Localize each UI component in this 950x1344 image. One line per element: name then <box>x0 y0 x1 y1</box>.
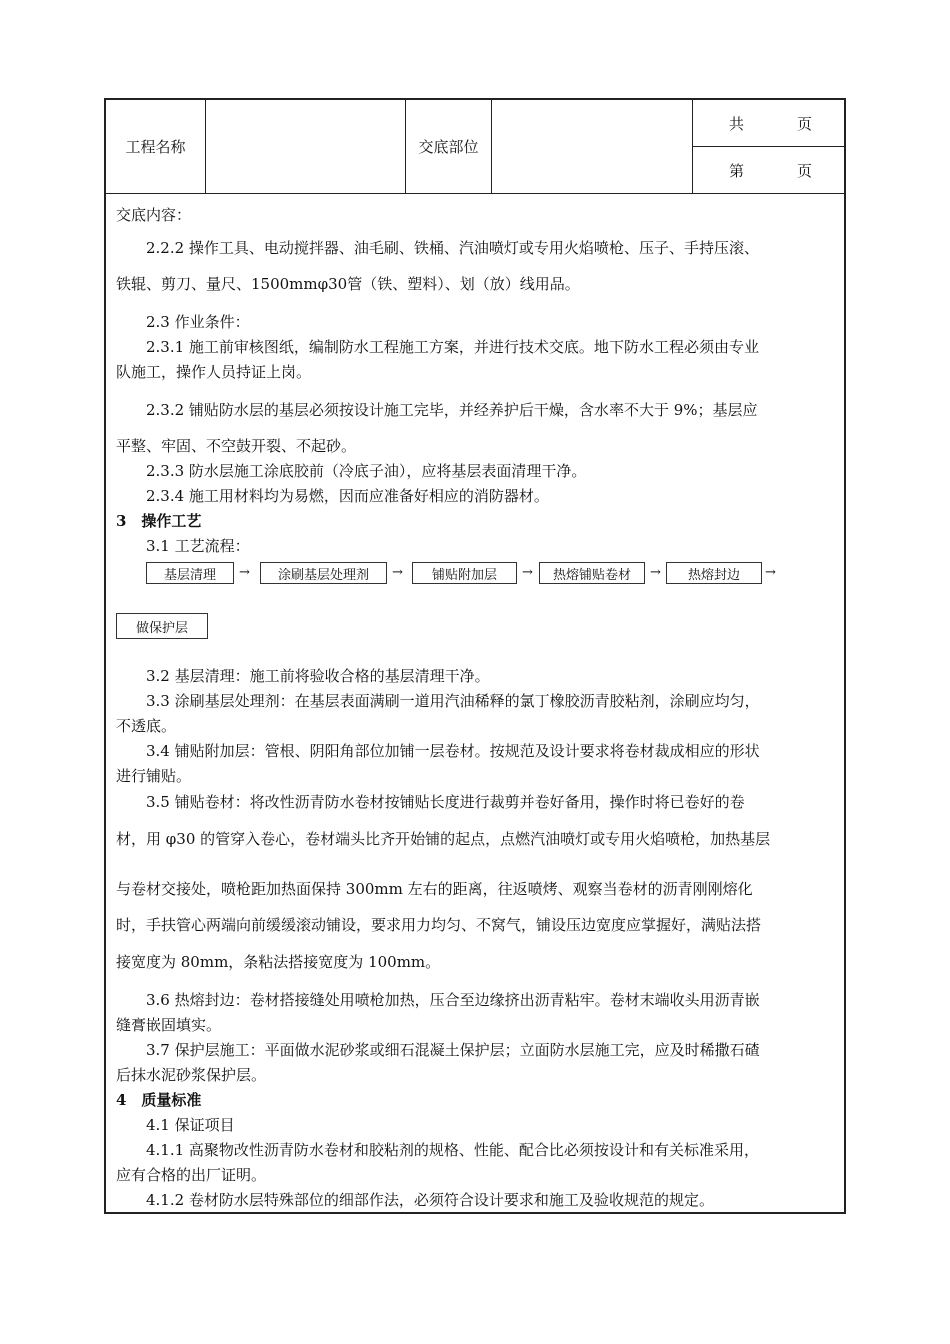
flow-step: 热熔封边 <box>666 562 762 584</box>
flow-step: 热熔铺贴卷材 <box>539 562 645 584</box>
text-line: 后抹水泥砂浆保护层。 <box>116 1066 267 1084</box>
text-line: 平整、牢固、不空鼓开裂、不起砂。 <box>116 437 357 455</box>
text-line: 进行铺贴。 <box>116 767 192 785</box>
text-line: 3.5 铺贴卷材：将改性沥青防水卷材按铺贴长度进行裁剪并卷好备用，操作时将已卷好的卷 <box>146 793 745 811</box>
section-heading: 3 操作工艺 <box>116 512 202 530</box>
content-intro: 交底内容： <box>116 206 192 224</box>
flow-arrow: → <box>392 565 403 580</box>
flow-arrow: → <box>650 565 661 580</box>
text-line: 4.1 保证项目 <box>146 1116 235 1134</box>
text-line: 2.3 作业条件： <box>146 313 250 331</box>
text-line: 2.2.2 操作工具、电动搅拌器、油毛刷、铁桶、汽油喷灯或专用火焰喷枪、压子、手持压滚、 <box>146 239 759 257</box>
text-line: 应有合格的出厂证明。 <box>116 1166 267 1184</box>
project-name-label: 工程名称 <box>106 100 206 193</box>
flow-arrow: → <box>239 565 250 580</box>
text-line: 材，用 φ30 的管穿入卷心，卷材端头比齐开始铺的起点，点燃汽油喷灯或专用火焰喷枪，加热基层 <box>116 830 771 848</box>
page-number <box>693 147 846 193</box>
total-pages <box>693 100 846 147</box>
text-line: 3.7 保护层施工：平面做水泥砂浆或细石混凝土保护层；立面防水层施工完，应及时稀撒石碴 <box>146 1041 760 1059</box>
text-line: 缝膏嵌固填实。 <box>116 1016 222 1034</box>
flow-step: 涂刷基层处理剂 <box>260 562 387 584</box>
section-heading: 4 质量标准 <box>116 1091 202 1109</box>
flow-arrow: → <box>522 565 533 580</box>
text-line: 4.1.1 高聚物改性沥青防水卷材和胶粘剂的规格、性能、配合比必须按设计和有关标准采用， <box>146 1141 759 1159</box>
flow-step: 基层清理 <box>146 562 234 584</box>
flow-arrow: → <box>765 565 776 580</box>
text-line: 3.2 基层清理：施工前将验收合格的基层清理干净。 <box>146 667 490 685</box>
text-line: 3.6 热熔封边：卷材搭接缝处用喷枪加热，压合至边缘挤出沥青粘牢。卷材末端收头用沥青嵌 <box>146 991 760 1009</box>
text-line: 铁辊、剪刀、量尺、1500mmφ30管（铁、塑料）、划（放）线用品。 <box>116 275 580 293</box>
page-number-suffix: 页 <box>797 161 813 180</box>
text-line: 2.3.1 施工前审核图纸，编制防水工程施工方案，并进行技术交底。地下防水工程必须由专业 <box>146 338 759 356</box>
text-line: 3.3 涂刷基层处理剂：在基层表面满刷一道用汽油稀释的氯丁橡胶沥青胶粘剂，涂刷应均匀， <box>146 692 760 710</box>
handover-part-label: 交底部位 <box>406 100 492 193</box>
text-line: 与卷材交接处，喷枪距加热面保持 300mm 左右的距离，往返喷烤、观察当卷材的沥青刚刚熔化 <box>116 880 753 898</box>
text-line: 队施工，操作人员持证上岗。 <box>116 363 312 381</box>
text-line: 时，手扶管心两端向前缓缓滚动铺设，要求用力均匀、不窝气，铺设压边宽度应掌握好，满贴法搭 <box>116 916 762 934</box>
text-line: 3.1 工艺流程： <box>146 537 250 555</box>
text-line: 2.3.2 铺贴防水层的基层必须按设计施工完毕，并经养护后干燥，含水率不大于 9%；基层应 <box>146 401 758 419</box>
handover-part-value <box>492 100 693 193</box>
flow-step: 做保护层 <box>116 613 208 639</box>
text-line: 4.1.2 卷材防水层特殊部位的细部作法，必须符合设计要求和施工及验收规范的规定。 <box>146 1191 714 1209</box>
form-header <box>106 100 846 194</box>
text-line: 接宽度为 80mm，条粘法搭接宽度为 100mm。 <box>116 953 441 971</box>
total-pages-suffix: 页 <box>797 114 813 133</box>
text-line: 3.4 铺贴附加层：管根、阴阳角部位加铺一层卷材。按规范及设计要求将卷材裁成相应的形状 <box>146 742 760 760</box>
total-pages-prefix: 共 <box>729 114 745 133</box>
text-line: 不透底。 <box>116 717 177 735</box>
text-line: 2.3.4 施工用材料均为易燃，因而应准备好相应的消防器材。 <box>146 487 549 505</box>
text-line: 2.3.3 防水层施工涂底胶前（冷底子油），应将基层表面清理干净。 <box>146 462 587 480</box>
page-number-prefix: 第 <box>729 161 745 180</box>
project-name-value <box>206 100 406 193</box>
flow-step: 铺贴附加层 <box>412 562 517 584</box>
